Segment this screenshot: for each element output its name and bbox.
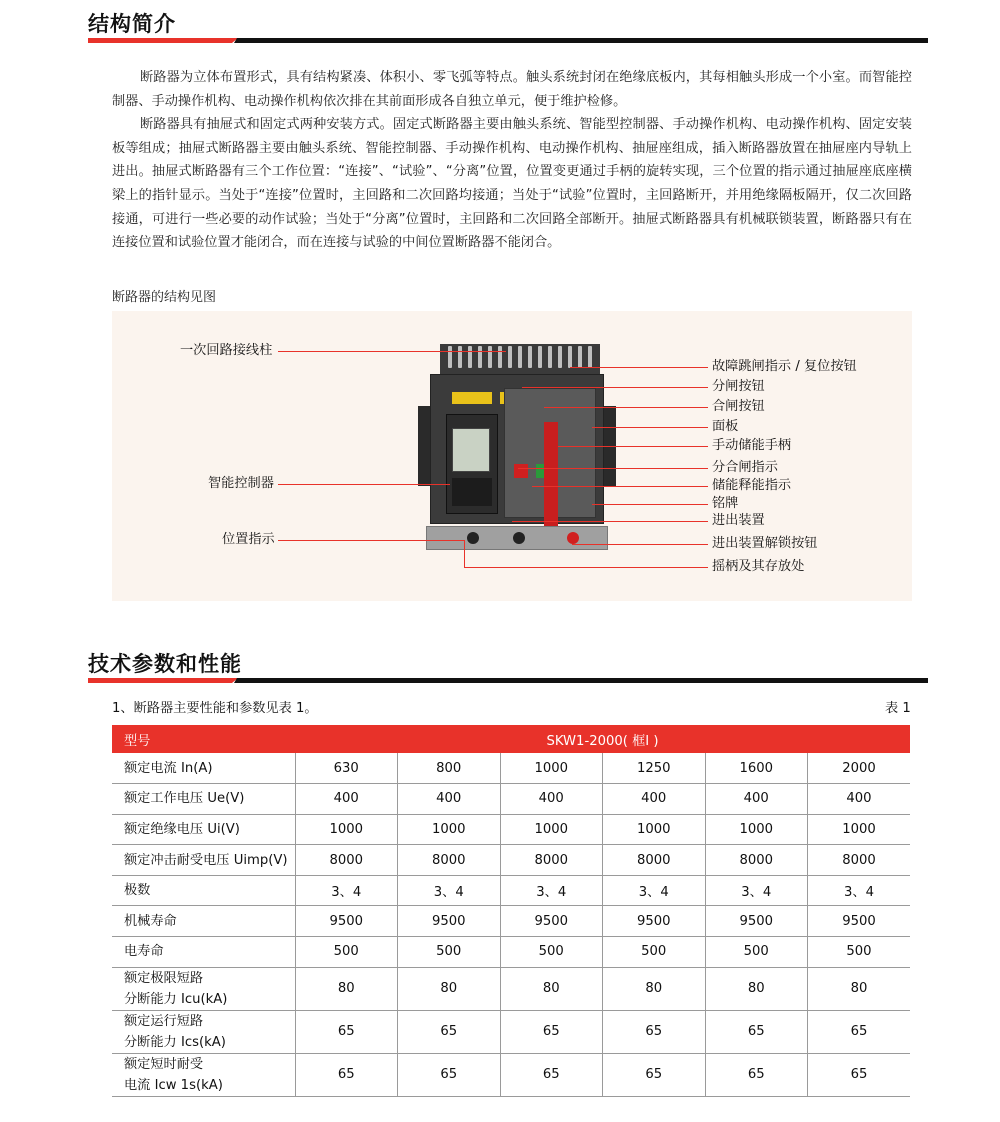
intro-text	[112, 66, 912, 255]
section-header-specs	[88, 648, 928, 678]
row-value-cell: 65	[500, 1053, 603, 1096]
terminal-block	[440, 344, 600, 376]
table-row	[112, 814, 910, 845]
row-value-cell: 8000	[398, 845, 501, 876]
row-parameter-name	[112, 1053, 295, 1096]
row-value-cell: 1000	[603, 814, 706, 845]
row-value-cell: 3、4	[808, 875, 911, 906]
row-value-cell: 65	[603, 1053, 706, 1096]
row-value-cell: 9500	[295, 906, 398, 937]
row-value-cell: 80	[295, 967, 398, 1010]
leader-line	[572, 544, 708, 545]
row-parameter-name: 额定电流 In(A)	[112, 753, 295, 784]
leader-line	[278, 484, 450, 485]
row-value-cell: 65	[603, 1010, 706, 1053]
table-intro: 1、断路器主要性能和参数见表 1。	[112, 701, 318, 716]
breaker-structure-figure	[112, 311, 912, 601]
leader-line	[532, 486, 708, 487]
table-row	[112, 875, 910, 906]
row-value-cell: 500	[808, 937, 911, 968]
row-value-cell: 3、4	[705, 875, 808, 906]
row-value-cell: 3、4	[295, 875, 398, 906]
row-value-cell: 400	[603, 784, 706, 815]
row-name-line-1: 额定短时耐受	[124, 1056, 204, 1072]
callout-panel: 面板	[712, 419, 739, 434]
table-row	[112, 1010, 910, 1053]
row-value-cell: 9500	[705, 906, 808, 937]
row-value-cell: 400	[398, 784, 501, 815]
row-name-line-2: 分断能力 Ics(kA)	[124, 1034, 226, 1050]
row-value-cell: 9500	[808, 906, 911, 937]
row-value-cell: 500	[705, 937, 808, 968]
leader-line	[278, 540, 464, 541]
table-row	[112, 845, 910, 876]
row-parameter-name: 电寿命	[112, 937, 295, 968]
callout-crank-storage: 摇柄及其存放处	[712, 559, 805, 574]
intro-paragraph-1: 断路器为立体布置形式，具有结构紧凑、体积小、零飞弧等特点。触头系统封闭在绝缘底板内，其每相触头形成一个小室。而智能控制器、手动操作机构、电动操作机构依次排在其前面形成各自独立单元，便于维护检修。	[112, 70, 912, 109]
row-value-cell: 65	[500, 1010, 603, 1053]
row-value-cell: 8000	[808, 845, 911, 876]
leader-line	[464, 540, 465, 567]
callout-nameplate: 铭牌	[712, 496, 739, 511]
row-value-cell: 9500	[398, 906, 501, 937]
leader-line	[464, 567, 708, 568]
row-parameter-name: 额定冲击耐受电压 Uimp(V)	[112, 845, 295, 876]
callout-close-button: 合闸按钮	[712, 399, 765, 414]
section-rule	[88, 38, 928, 43]
row-value-cell: 9500	[603, 906, 706, 937]
callout-trip-reset: 故障跳闸指示 / 复位按钮	[712, 359, 857, 374]
table-row	[112, 1053, 910, 1096]
row-value-cell: 9500	[500, 906, 603, 937]
row-value-cell: 630	[295, 753, 398, 784]
callout-charge-indicator: 储能释能指示	[712, 478, 792, 493]
row-parameter-name: 额定工作电压 Ue(V)	[112, 784, 295, 815]
row-value-cell: 3、4	[500, 875, 603, 906]
row-value-cell: 65	[295, 1053, 398, 1096]
header-model: SKW1-2000( 框Ⅰ )	[295, 725, 910, 753]
callout-controller: 智能控制器	[208, 476, 274, 491]
table-row	[112, 906, 910, 937]
row-value-cell: 1000	[295, 814, 398, 845]
row-value-cell: 80	[603, 967, 706, 1010]
row-value-cell: 80	[808, 967, 911, 1010]
row-parameter-name: 机械寿命	[112, 906, 295, 937]
row-value-cell: 65	[808, 1053, 911, 1096]
row-parameter-name	[112, 1010, 295, 1053]
breaker-image	[430, 344, 604, 559]
row-value-cell: 80	[500, 967, 603, 1010]
row-name-line-2: 电流 Icw 1s(kA)	[124, 1077, 223, 1093]
row-value-cell: 1000	[500, 753, 603, 784]
leader-line	[592, 427, 708, 428]
callout-position: 位置指示	[222, 532, 275, 547]
row-value-cell: 400	[705, 784, 808, 815]
row-value-cell: 500	[500, 937, 603, 968]
rule-black-segment	[234, 38, 928, 43]
row-value-cell: 1000	[808, 814, 911, 845]
leader-line	[512, 521, 708, 522]
row-name-line-1: 额定极限短路	[124, 970, 204, 986]
row-value-cell: 500	[603, 937, 706, 968]
intro-paragraph-2: 断路器具有抽屉式和固定式两种安装方式。固定式断路器主要由触头系统、智能型控制器、手动操作机构、电动操作机构、固定安装板等组成；抽屉式断路器主要由触头系统、智能控制器、手动操作机构、电动操作机构、抽屉座组成，插入断路器放置在抽屉座内导轨上进出。抽屉式断路器有三个工作位置：“连接”、“试验”、“分离”位置，位置变更通过手柄的旋转实现，三个位置的指示通过抽屉座底座横梁上的指针显示。当处于“连接”位置时，主回路和二次回路均接通；当处于“试验”位置时，主回路断开，并用绝缘隔板隔开，仅二次回路接通，可进行一些必要的动作试验；当处于“分离”位置时，主回路和二次回路全部断开。抽屉式断路器具有机械联锁装置，断路器只有在连接位置和试验位置才能闭合，而在连接与试验的中间位置断路器不能闭合。	[112, 117, 912, 251]
row-value-cell: 65	[705, 1053, 808, 1096]
row-value-cell: 1250	[603, 753, 706, 784]
rule-black-segment	[234, 678, 928, 683]
row-name-line-2: 分断能力 Icu(kA)	[124, 991, 228, 1007]
section-header-structure	[88, 8, 928, 38]
row-value-cell: 400	[808, 784, 911, 815]
table-row	[112, 967, 910, 1010]
row-value-cell: 1600	[705, 753, 808, 784]
row-value-cell: 8000	[603, 845, 706, 876]
row-value-cell: 1000	[398, 814, 501, 845]
row-value-cell: 2000	[808, 753, 911, 784]
controller-keypad	[452, 478, 492, 506]
warning-label	[452, 392, 492, 404]
section-title: 技术参数和性能	[88, 652, 242, 676]
row-value-cell: 500	[295, 937, 398, 968]
header-label: 型号	[112, 725, 295, 753]
callout-open-close-indicator: 分合闸指示	[712, 460, 778, 475]
section-rule	[88, 678, 928, 683]
leader-line	[278, 351, 506, 352]
rule-red-segment	[88, 678, 238, 683]
section-title: 结构简介	[88, 12, 176, 36]
leader-line	[558, 446, 708, 447]
leader-line	[544, 407, 708, 408]
leader-line	[522, 387, 708, 388]
open-button-icon	[514, 464, 528, 478]
row-value-cell: 65	[398, 1010, 501, 1053]
row-name-line-1: 额定运行短路	[124, 1013, 204, 1029]
leader-line	[518, 468, 708, 469]
callout-unlock-button: 进出装置解锁按钮	[712, 536, 818, 551]
callout-open-button: 分闸按钮	[712, 379, 765, 394]
leader-line	[570, 367, 708, 368]
draw-out-base	[426, 526, 608, 550]
row-value-cell: 80	[398, 967, 501, 1010]
row-parameter-name: 极数	[112, 875, 295, 906]
row-parameter-name	[112, 967, 295, 1010]
row-value-cell: 800	[398, 753, 501, 784]
figure-caption: 断路器的结构见图	[112, 290, 217, 305]
row-value-cell: 500	[398, 937, 501, 968]
leader-line	[592, 504, 708, 505]
row-value-cell: 65	[398, 1053, 501, 1096]
spec-table	[112, 725, 910, 1097]
row-value-cell: 1000	[705, 814, 808, 845]
callout-drawout-device: 进出装置	[712, 513, 765, 528]
row-value-cell: 65	[295, 1010, 398, 1053]
table-row	[112, 937, 910, 968]
controller-screen	[452, 428, 490, 472]
table-row	[112, 784, 910, 815]
table-header-row	[112, 725, 910, 753]
rule-red-segment	[88, 38, 238, 43]
table-number: 表 1	[885, 701, 911, 716]
callout-terminal: 一次回路接线柱	[180, 343, 273, 358]
charging-handle	[544, 422, 558, 532]
row-value-cell: 80	[705, 967, 808, 1010]
row-value-cell: 1000	[500, 814, 603, 845]
table-row	[112, 753, 910, 784]
row-value-cell: 3、4	[398, 875, 501, 906]
row-value-cell: 8000	[295, 845, 398, 876]
row-value-cell: 400	[295, 784, 398, 815]
row-value-cell: 8000	[705, 845, 808, 876]
row-value-cell: 400	[500, 784, 603, 815]
row-value-cell: 3、4	[603, 875, 706, 906]
callout-charge-handle: 手动储能手柄	[712, 438, 792, 453]
row-value-cell: 8000	[500, 845, 603, 876]
row-parameter-name: 额定绝缘电压 Ui(V)	[112, 814, 295, 845]
row-value-cell: 65	[808, 1010, 911, 1053]
row-value-cell: 65	[705, 1010, 808, 1053]
